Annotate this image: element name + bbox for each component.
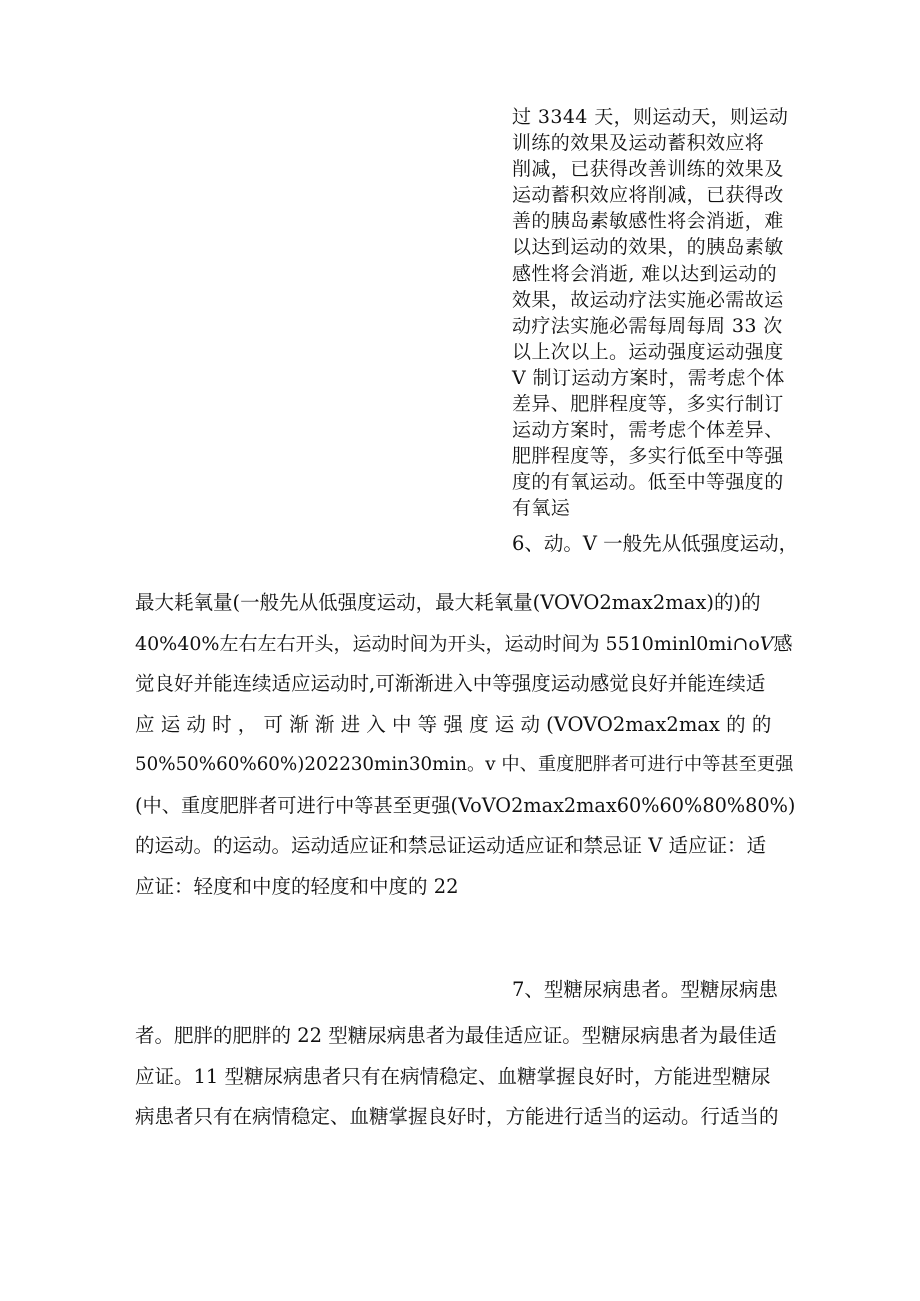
column-line: 度的有氧运动。低至中等强度的 bbox=[512, 471, 784, 494]
column-line: 训练的效果及运动蓄积效应将 bbox=[512, 132, 765, 155]
paragraph-line: 者。肥胖的肥胖的 22 型糖尿病患者为最佳适应证。型糖尿病患者为最佳适 bbox=[135, 1024, 777, 1047]
paragraph-1 bbox=[135, 583, 795, 907]
column-line: 以上次以上。运动强度运动强度 bbox=[512, 340, 784, 363]
paragraph-line: 40%40%左右左右开头，运动时间为开头，运动时间为 5510minl0mi∩o𝑉感 bbox=[135, 632, 793, 655]
paragraph-line: 50%50%60%60%)202230min30min。v 中、重度肥胖者可进行中等甚至更强 bbox=[135, 754, 794, 775]
column-line: 运动蓄积效应将削减，已获得改 bbox=[512, 184, 784, 207]
paragraph-line: 觉良好并能连续适应运动时,可渐渐进入中等强度运动感觉良好并能连续适 bbox=[135, 672, 766, 695]
column-line: V 制订运动方案时，需考虑个体 bbox=[512, 366, 785, 389]
paragraph-line: (中、重度肥胖者可进行中等甚至更强(VoVO2max2max60%60%80%80%) bbox=[135, 793, 796, 817]
column-line: 有氧运 bbox=[512, 497, 571, 520]
item-7-heading: 7、型糖尿病患者。型糖尿病患 bbox=[512, 978, 778, 1001]
paragraph-2 bbox=[135, 1016, 795, 1138]
paragraph-line: 的运动。的运动。运动适应证和禁忌证运动适应证和禁忌证 V 适应证：适 bbox=[135, 834, 766, 857]
right-column-text bbox=[512, 104, 804, 522]
column-line: 善的胰岛素敏感性将会消逝，难 bbox=[512, 210, 784, 233]
column-line: 运动方案时，需考虑个体差异、 bbox=[512, 419, 784, 442]
paragraph-line: 病患者只有在病情稳定、血糖掌握良好时，方能进行适当的运动。行适当的 bbox=[135, 1105, 779, 1128]
column-line: 肥胖程度等，多实行低至中等强 bbox=[512, 445, 784, 468]
column-line: 过 3344 天，则运动天，则运动 bbox=[512, 106, 789, 128]
column-line: 差异、肥胖程度等，多实行制订 bbox=[512, 393, 784, 416]
paragraph-line: 应证：轻度和中度的轻度和中度的 22 bbox=[135, 874, 459, 898]
item-6-heading: 6、动。V 一般先从低强度运动， bbox=[512, 532, 799, 555]
column-line: 效果，故运动疗法实施必需故运 bbox=[512, 288, 784, 311]
column-line: 以达到运动的效果，的胰岛素敏 bbox=[512, 236, 784, 259]
column-line: 感性将会消逝, 难以达到运动的 bbox=[512, 262, 778, 285]
paragraph-line: 最大耗氧量(一般先从低强度运动，最大耗氧量(VOVO2max2max)的)的 bbox=[135, 591, 761, 614]
column-line: 削减，已获得改善训练的效果及 bbox=[512, 158, 784, 181]
column-line: 动疗法实施必需每周每周 33 次 bbox=[512, 314, 783, 337]
paragraph-line: 应 运 动 时 ， 可 渐 渐 进 入 中 等 强 度 运 动 (VOVO2max2max 的 的 bbox=[135, 712, 772, 736]
paragraph-line: 应证。11 型糖尿病患者只有在病情稳定、血糖掌握良好时，方能进型糖尿 bbox=[135, 1064, 771, 1088]
